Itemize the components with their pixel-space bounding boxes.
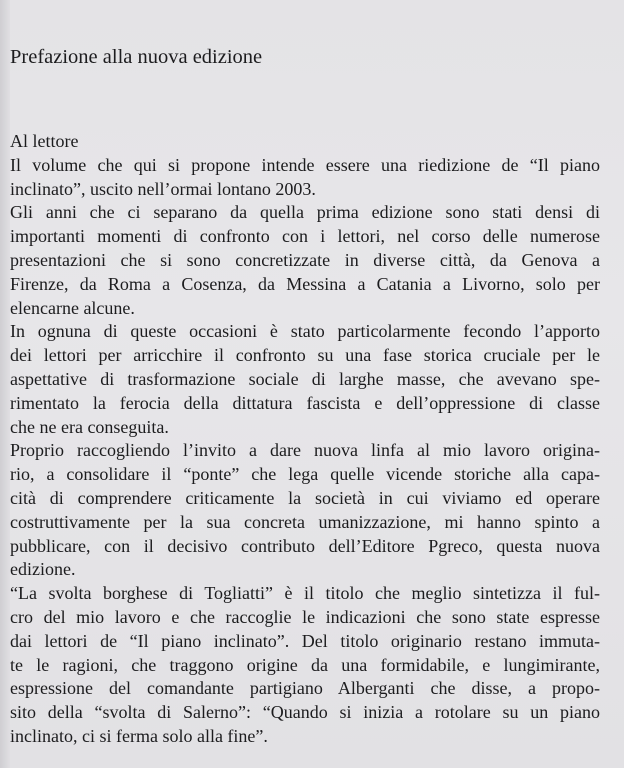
text-line: Proprio raccogliendo l’invito a dare nuova linfa al mio lavoro origina- — [10, 440, 600, 461]
body-text — [10, 130, 600, 749]
text-line: espressione del comandante partigiano Alberganti che disse, a propo- — [10, 678, 600, 699]
text-line: rio, a consolidare il “ponte” che lega quelle vicende storiche alla capa- — [10, 464, 600, 485]
text-line: rimentato la ferocia della dittatura fascista e dell’oppressione di classe — [10, 392, 600, 413]
text-line: Il volume che qui si propone intende essere una riedizione de “Il piano — [10, 154, 600, 175]
text-line: cro del mio lavoro e che raccoglie le indicazioni che sono state espresse — [10, 606, 600, 627]
text-line: “La svolta borghese di Togliatti” è il titolo che meglio sintetizza il ful- — [10, 583, 600, 604]
text-line: pubblicare, con il decisivo contributo dell’Editore Pgreco, questa nuova — [10, 535, 600, 556]
text-line: Firenze, da Roma a Cosenza, da Messina a Catania a Livorno, solo per — [10, 273, 600, 294]
text-line: sito della “svolta di Salerno”: “Quando si inizia a rotolare su un piano — [10, 702, 600, 723]
text-line: costruttivamente per la sua concreta umanizzazione, mi hanno spinto a — [10, 511, 600, 532]
text-line: inclinato, ci si ferma solo alla fine”. — [10, 725, 268, 746]
text-line: elencarne alcune. — [10, 297, 135, 318]
text-line: In ognuna di queste occasioni è stato particolarmente fecondo l’apporto — [10, 321, 600, 342]
page-edge — [0, 0, 10, 768]
text-line: che ne era conseguita. — [10, 416, 169, 437]
page-title: Prefazione alla nuova edizione — [10, 46, 263, 68]
text-line: te le ragioni, che traggono origine da una formidabile, e lungimirante, — [10, 654, 600, 675]
text-line: dai lettori de “Il piano inclinato”. Del titolo originario restano immuta- — [10, 630, 600, 651]
text-line: cità di comprendere criticamente la società in cui viviamo ed operare — [10, 487, 600, 508]
text-line: Gli anni che ci separano da quella prima edizione sono stati densi di — [10, 202, 600, 223]
text-line: dei lettori per arricchire il confronto su una fase storica cruciale per le — [10, 345, 600, 366]
text-line: importanti momenti di confronto con i lettori, nel corso delle numerose — [10, 226, 600, 247]
text-line: aspettative di trasformazione sociale di larghe masse, che avevano spe- — [10, 368, 600, 389]
text-line: Al lettore — [10, 131, 79, 151]
text-line: edizione. — [10, 559, 76, 580]
text-line: presentazioni che si sono concretizzate in diverse città, da Genova a — [10, 249, 600, 270]
text-line: inclinato”, uscito nell’ormai lontano 2003. — [10, 178, 316, 199]
